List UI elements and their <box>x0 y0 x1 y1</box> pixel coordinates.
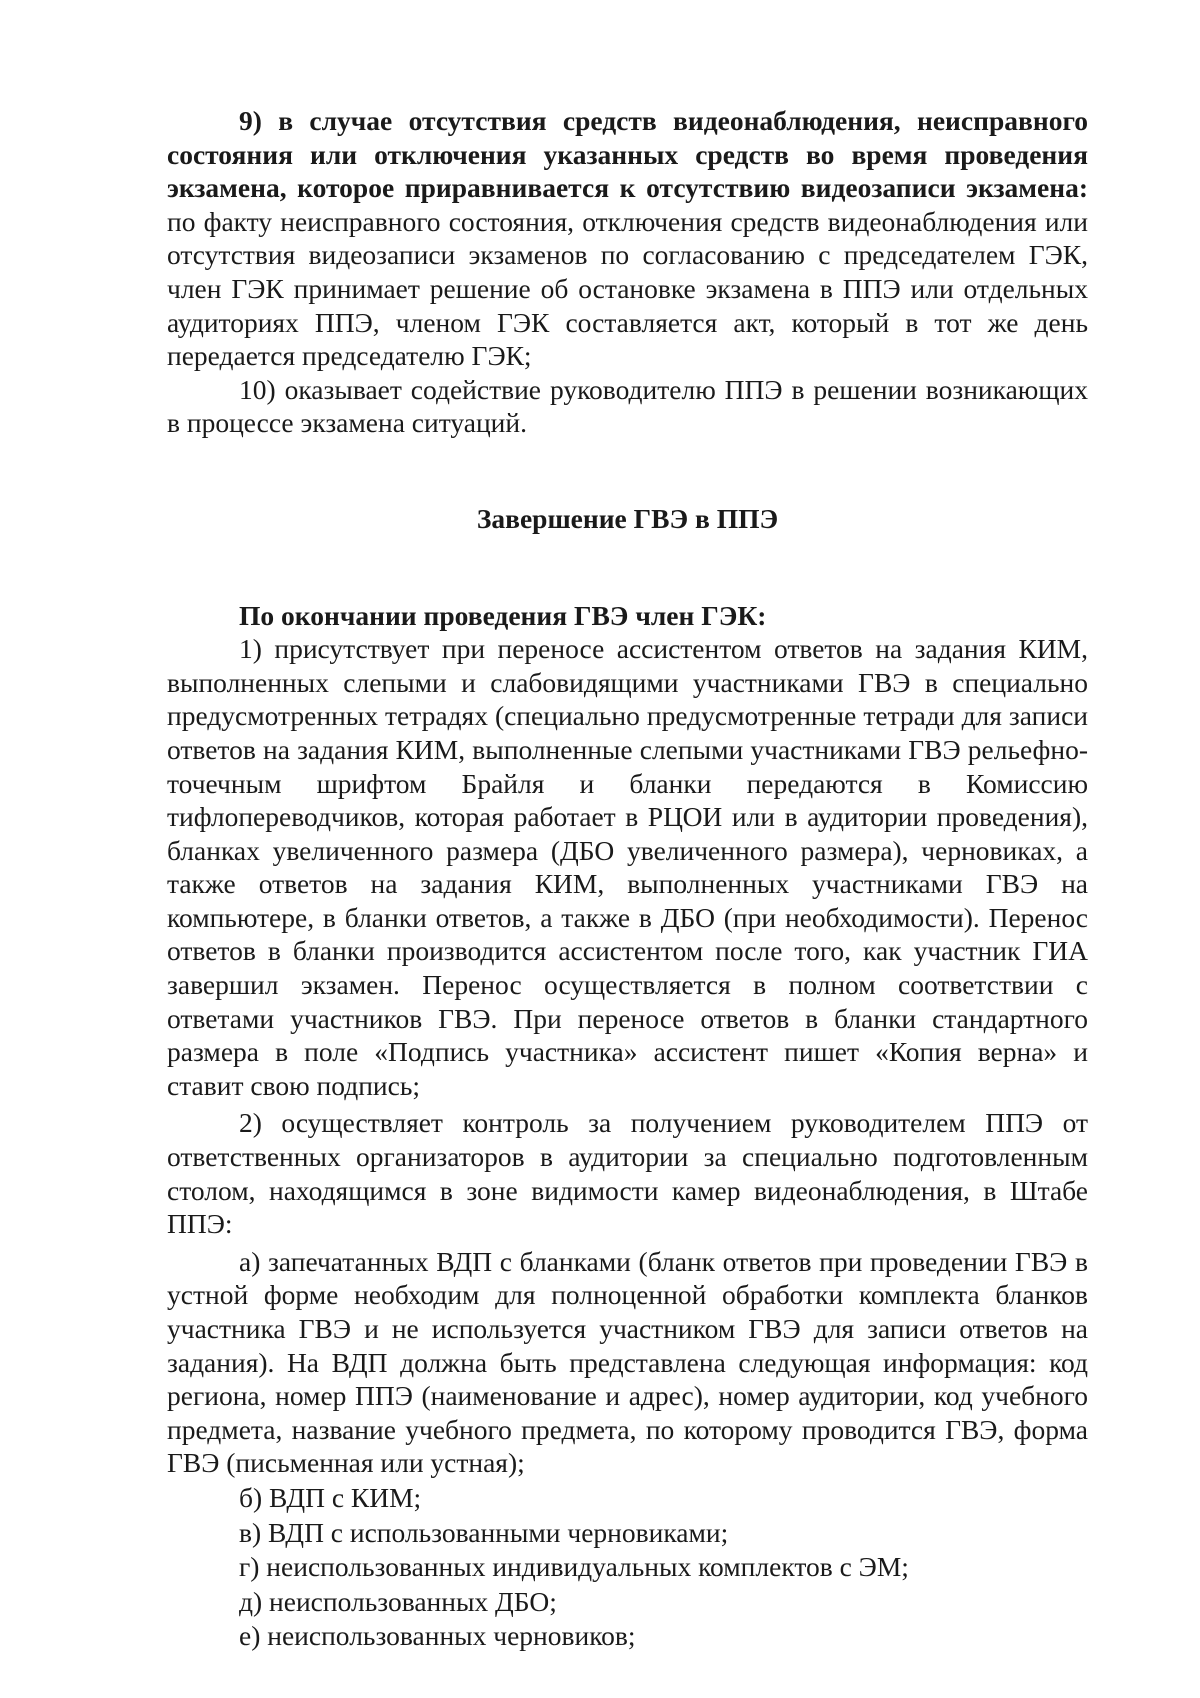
point-1-paragraph: 1) присутствует при переносе ассистентом ответов на задания КИМ, выполненных слепыми и слабовидящими участниками ГВЭ в специально предусмотренных тетрадях (специально предусмотренные тетради для записи ответов на задания КИМ, выполненные слепыми участниками ГВЭ рельефно-точечным шрифтом Брайля и бланки передаются в Комиссию тифлопереводчиков, которая работает в РЦОИ или в аудитории проведения), бланках увеличенного размера (ДБО увеличенного размера), черновиках, а также ответов на задания КИМ, выполненных участниками ГВЭ на компьютере, в бланки ответов, а также в ДБО (при необходимости). Перенос ответов в бланки производится ассистентом после того, как участник ГИА завершил экзамен. Перенос осуществляется в полном соответствии с ответами участников ГВЭ. При переносе ответов в бланки стандартного размера в поле «Подпись участника» ассистент пишет «Копия верна» и ставит свою подпись; <box>167 633 1088 1101</box>
item-9-paragraph <box>167 104 1088 373</box>
item-9-bold-lead: 9) в случае отсутствия средств видеонаблюдения, неисправного состояния или отключения указанных средств во время проведения экзамена, которое приравнивается к отсутствию видеозаписи экзамена: <box>167 105 1088 204</box>
sub-item-a-paragraph: а) запечатанных ВДП с бланками (бланк ответов при проведении ГВЭ в устной форме необходим для полноценной обработки комплекта бланков участника ГВЭ и не используется участником ГВЭ для записи ответов на задания). На ВДП должна быть представлена следующая информация: код региона, номер ППЭ (наименование и адрес), номер аудитории, код учебного предмета, название учебного предмета, по которому проводится ГВЭ, форма ГВЭ (письменная или устная); <box>167 1245 1088 1479</box>
point-2-paragraph: 2) осуществляет контроль за получением руководителем ППЭ от ответственных организаторов в аудитории за специально подготовленным столом, находящимся в зоне видимости камер видеонаблюдения, в Штабе ППЭ: <box>167 1107 1088 1240</box>
item-10-paragraph: 10) оказывает содействие руководителю ППЭ в решении возникающих в процессе экзамена ситуаций. <box>167 373 1088 439</box>
list-item-g: г) неиспользованных индивидуальных комплектов с ЭМ; <box>239 1551 909 1583</box>
subsection-title: По окончании проведения ГВЭ член ГЭК: <box>239 599 767 631</box>
section-title: Завершение ГВЭ в ППЭ <box>476 502 779 534</box>
list-item-v: в) ВДП с использованными черновиками; <box>239 1516 729 1548</box>
item-9-text: по факту неисправного состояния, отключения средств видеонаблюдения или отсутствия видеозаписи экзаменов по согласованию с председателем ГЭК, член ГЭК принимает решение об остановке экзамена в ППЭ или отдельных аудиториях ППЭ, членом ГЭК составляется акт, который в тот же день передается председателю ГЭК; <box>167 205 1088 372</box>
list-item-e: е) неиспользованных черновиков; <box>239 1620 636 1652</box>
list-item-b: б) ВДП с КИМ; <box>239 1481 422 1513</box>
list-item-d: д) неиспользованных ДБО; <box>239 1585 557 1617</box>
